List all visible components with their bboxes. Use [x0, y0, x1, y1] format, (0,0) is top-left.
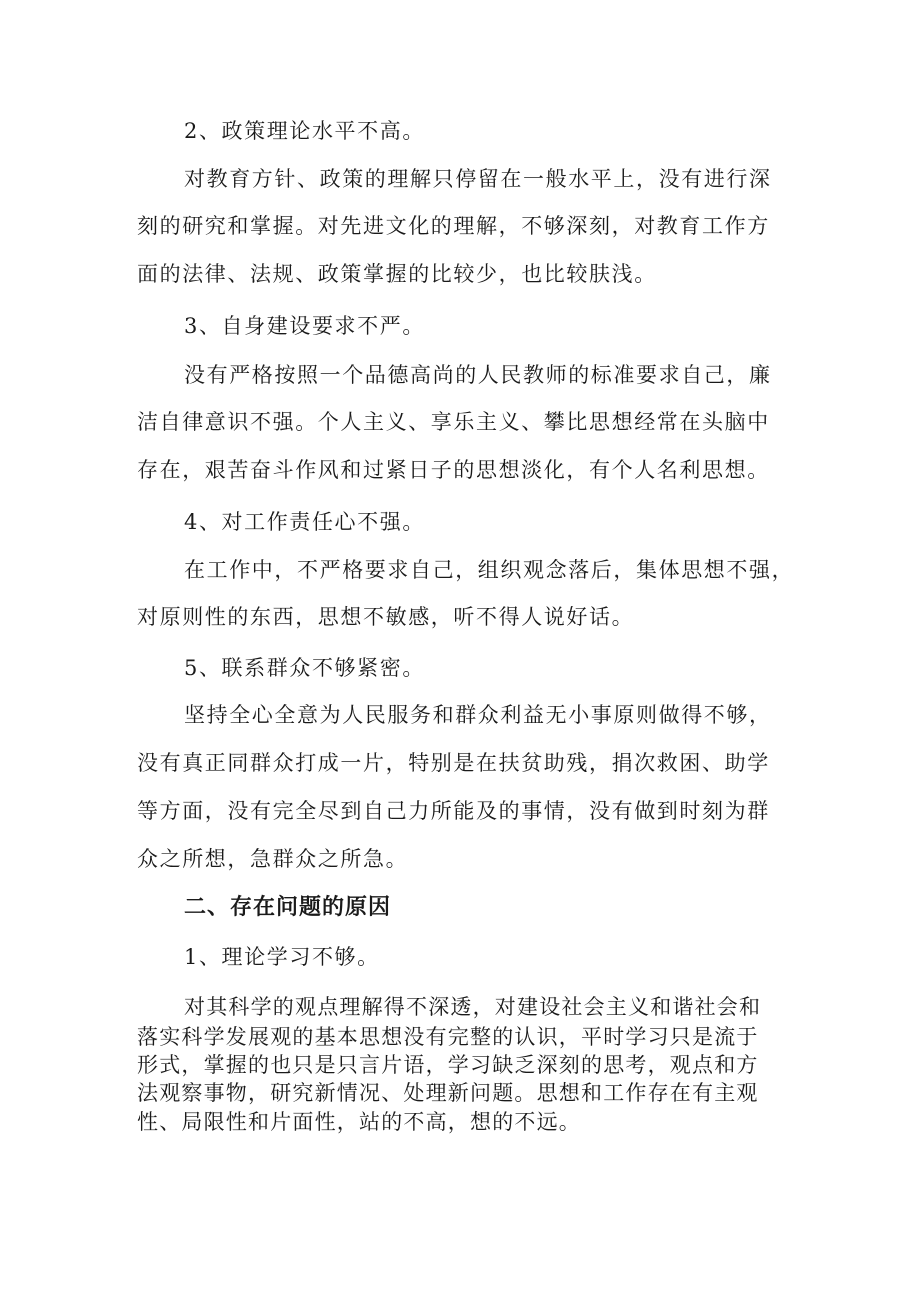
paragraph-line: 法观察事物，研究新情况、处理新问题。思想和工作存在有主观: [137, 1081, 759, 1105]
section-heading-causes: 二、存在问题的原因: [184, 895, 392, 920]
paragraph-line: 刻的研究和掌握。对先进文化的理解，不够深刻，对教育工作方: [137, 214, 770, 238]
subheading-policy-theory: 2、政策理论水平不高。: [184, 119, 425, 143]
paragraph-line: 坚持全心全意为人民服务和群众利益无小事原则做得不够，: [184, 703, 772, 727]
paragraph-line: 存在，艰苦奋斗作风和过紧日子的思想淡化，有个人名利思想。: [137, 458, 770, 482]
paragraph-line: 形式，掌握的也只是只言片语，学习缺乏深刻的思考，观点和方: [137, 1053, 759, 1077]
subheading-self-building: 3、自身建设要求不严。: [184, 314, 425, 338]
paragraph-line: 在工作中，不严格要求自己，组织观念落后，集体思想不强，: [184, 558, 795, 582]
paragraph-line: 对原则性的东西，思想不敏感，听不得人说好话。: [137, 605, 635, 629]
paragraph-line: 面的法律、法规、政策掌握的比较少，也比较肤浅。: [137, 262, 657, 286]
paragraph-line: 众之所想，急群众之所急。: [137, 847, 409, 871]
paragraph-line: 性、局限性和片面性，站的不高，想的不远。: [137, 1110, 581, 1134]
paragraph-line: 没有严格按照一个品德高尚的人民教师的标准要求自己，廉: [184, 363, 772, 387]
paragraph-line: 落实科学发展观的基本思想没有完整的认识，平时学习只是流于: [137, 1025, 759, 1049]
paragraph-line: 洁自律意识不强。个人主义、享乐主义、攀比思想经常在头脑中: [137, 410, 770, 434]
paragraph-line: 对其科学的观点理解得不深透，对建设社会主义和谐社会和: [184, 995, 762, 1019]
subheading-mass-connection: 5、联系群众不够紧密。: [184, 656, 425, 680]
paragraph-line: 等方面，没有完全尽到自己力所能及的事情，没有做到时刻为群: [137, 799, 770, 823]
subheading-theory-study: 1、理论学习不够。: [184, 945, 380, 969]
paragraph-line: 没有真正同群众打成一片，特别是在扶贫助残，捐次救困、助学: [137, 751, 770, 775]
subheading-responsibility: 4、对工作责任心不强。: [184, 510, 425, 534]
paragraph-line: 对教育方针、政策的理解只停留在一般水平上，没有进行深: [184, 167, 772, 191]
